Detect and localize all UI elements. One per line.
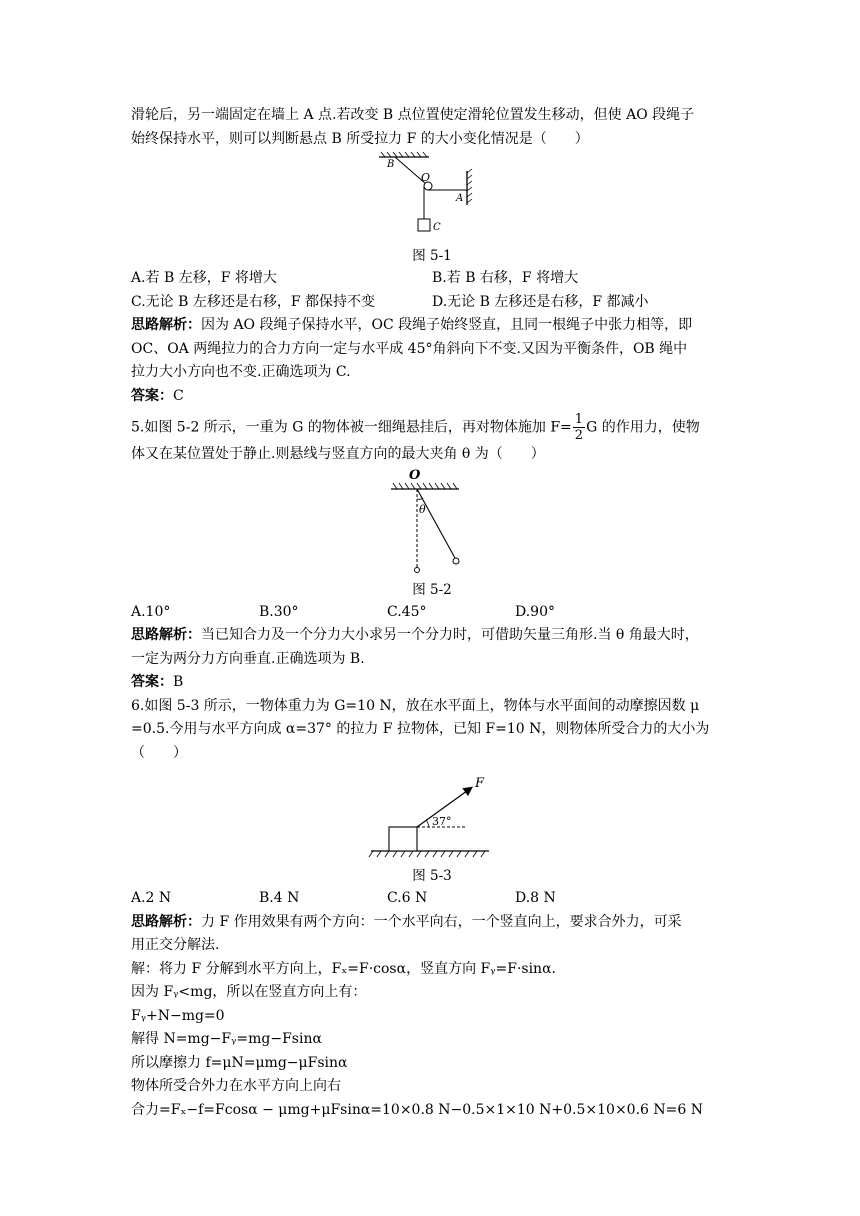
q5-fraction bbox=[573, 412, 585, 443]
figure-5-2 bbox=[131, 467, 733, 601]
q4-stem-line2: 始终保持水平，则可以判断悬点 B 所受拉力 F 的大小变化情况是（ ） bbox=[131, 130, 589, 147]
q6-solution-line1: 解：将力 F 分解到水平方向上，Fₓ=F·cosα，竖直方向 Fᵧ=F·sinα. bbox=[131, 960, 556, 977]
q5-options bbox=[131, 601, 733, 625]
label-c: C bbox=[433, 222, 441, 233]
q5-answer-label: 答案： bbox=[131, 674, 173, 690]
figure-5-1 bbox=[131, 151, 733, 267]
q6-solution-line7: 合力=Fₓ−f=Fcosα − μmg+μFsinα=10×0.8 N−0.5×1×10 N+0.5×10×0.6 N=6 N bbox=[131, 1101, 703, 1118]
q6-option-c: C.6 N bbox=[387, 890, 428, 906]
q6-analysis-line2: 用正交分解法. bbox=[131, 937, 220, 953]
q5-option-b: B.30° bbox=[259, 603, 299, 620]
q6-stem-line2: =0.5.今用与水平方向成 α=37° 的拉力 F 拉物体，已知 F=10 N，则物体所受合力的大小为 bbox=[131, 721, 710, 737]
q4-analysis-line3: 拉力大小方向也不变.正确选项为 C. bbox=[131, 364, 351, 380]
q4-option-a: A.若 B 左移，F 将增大 bbox=[131, 270, 277, 286]
q6-solution-line2: 因为 Fᵧ<mg，所以在竖直方向上有： bbox=[131, 984, 367, 1000]
q5-option-d: D.90° bbox=[515, 603, 555, 620]
label-o: O bbox=[421, 171, 431, 184]
q5-answer-value: B bbox=[173, 674, 184, 690]
q6-analysis bbox=[131, 911, 733, 935]
label-f: F bbox=[475, 776, 485, 791]
q6-stem-line3: （ ） bbox=[131, 744, 187, 761]
q6-solution-line3: Fᵧ+N−mg=0 bbox=[131, 1007, 225, 1024]
q4-analysis-label: 思路解析： bbox=[131, 317, 201, 333]
q5-option-a: A.10° bbox=[131, 603, 171, 620]
q5-analysis bbox=[131, 624, 733, 648]
figure-5-3-caption: 图 5-3 bbox=[412, 868, 452, 884]
pendulum-diagram bbox=[387, 467, 477, 579]
q4-analysis-line1: 因为 AO 段绳子保持水平，OC 段绳子始终竖直，且同一根绳子中张力相等，即 bbox=[201, 317, 693, 333]
q6-solution-line6: 物体所受合外力在水平方向上向右 bbox=[131, 1078, 341, 1094]
q5-fraction-denominator: 2 bbox=[574, 428, 584, 443]
q4-answer-label: 答案： bbox=[131, 387, 173, 404]
q5-stem-part2: G 的作用力，使物 bbox=[586, 419, 700, 436]
q5-fraction-numerator: 1 bbox=[574, 412, 584, 427]
label-angle: 37° bbox=[432, 815, 452, 828]
q4-analysis bbox=[131, 314, 733, 338]
q4-stem-line1: 滑轮后，另一端固定在墙上 A 点.若改变 B 点位置使定滑轮位置发生移动，但使 AO 段绳子 bbox=[131, 107, 695, 123]
q4-answer bbox=[131, 385, 733, 409]
label-theta: θ bbox=[419, 502, 426, 516]
q5-answer bbox=[131, 671, 733, 695]
incline-force-diagram bbox=[367, 771, 497, 865]
q4-options-row2 bbox=[131, 291, 733, 315]
q5-analysis-line1: 当已知合力及一个分力大小求另一个分力时，可借助矢量三角形.当 θ 角最大时， bbox=[201, 627, 699, 643]
figure-5-3 bbox=[131, 771, 733, 887]
document-page bbox=[131, 104, 733, 1122]
q6-stem-line1: 6.如图 5-3 所示，一物体重力为 G=10 N，放在水平面上，物体与水平面间的动摩擦因数 μ bbox=[131, 697, 700, 714]
pulley-diagram bbox=[367, 151, 497, 245]
q4-option-c: C.无论 B 左移还是右移，F 都保持不变 bbox=[131, 293, 376, 310]
q4-analysis-line2: OC、OA 两绳拉力的合力方向一定与水平成 45°角斜向下不变.又因为平衡条件，OB 绳中 bbox=[131, 340, 688, 357]
figure-5-2-caption: 图 5-2 bbox=[412, 581, 452, 598]
q6-option-d: D.8 N bbox=[515, 890, 556, 906]
label-a: A bbox=[456, 193, 464, 204]
q6-option-b: B.4 N bbox=[259, 890, 300, 906]
label-o: O bbox=[409, 467, 421, 483]
q5-analysis-label: 思路解析： bbox=[131, 627, 201, 643]
q6-analysis-line1: 力 F 作用效果有两个方向：一个水平向右，一个竖直向上，要求合外力，可采 bbox=[201, 913, 682, 930]
q4-answer-value: C bbox=[173, 387, 184, 404]
q6-solution-line5: 所以摩擦力 f=μN=μmg−μFsinα bbox=[131, 1054, 348, 1071]
q5-analysis-line2: 一定为两分力方向垂直.正确选项为 B. bbox=[131, 650, 365, 667]
q5-stem-part1: 5.如图 5-2 所示，一重为 G 的物体被一细绳悬挂后，再对物体施加 F= bbox=[131, 419, 572, 436]
q5-stem-line2: 体又在某位置处于静止.则悬线与竖直方向的最大夹角 θ 为（ ） bbox=[131, 446, 545, 462]
q4-option-b: B.若 B 右移，F 将增大 bbox=[432, 270, 579, 286]
q4-options-row1 bbox=[131, 267, 733, 291]
q6-options bbox=[131, 887, 733, 911]
q5-stem-line1 bbox=[131, 412, 733, 443]
label-b: B bbox=[387, 159, 395, 170]
q6-solution-line4: 解得 N=mg−Fᵧ=mg−Fsinα bbox=[131, 1031, 322, 1047]
figure-5-1-caption: 图 5-1 bbox=[412, 248, 452, 264]
q6-option-a: A.2 N bbox=[131, 890, 172, 906]
q6-analysis-label: 思路解析： bbox=[131, 913, 201, 930]
q5-option-c: C.45° bbox=[387, 603, 427, 620]
q4-option-d: D.无论 B 左移还是右移，F 都减小 bbox=[432, 293, 649, 310]
